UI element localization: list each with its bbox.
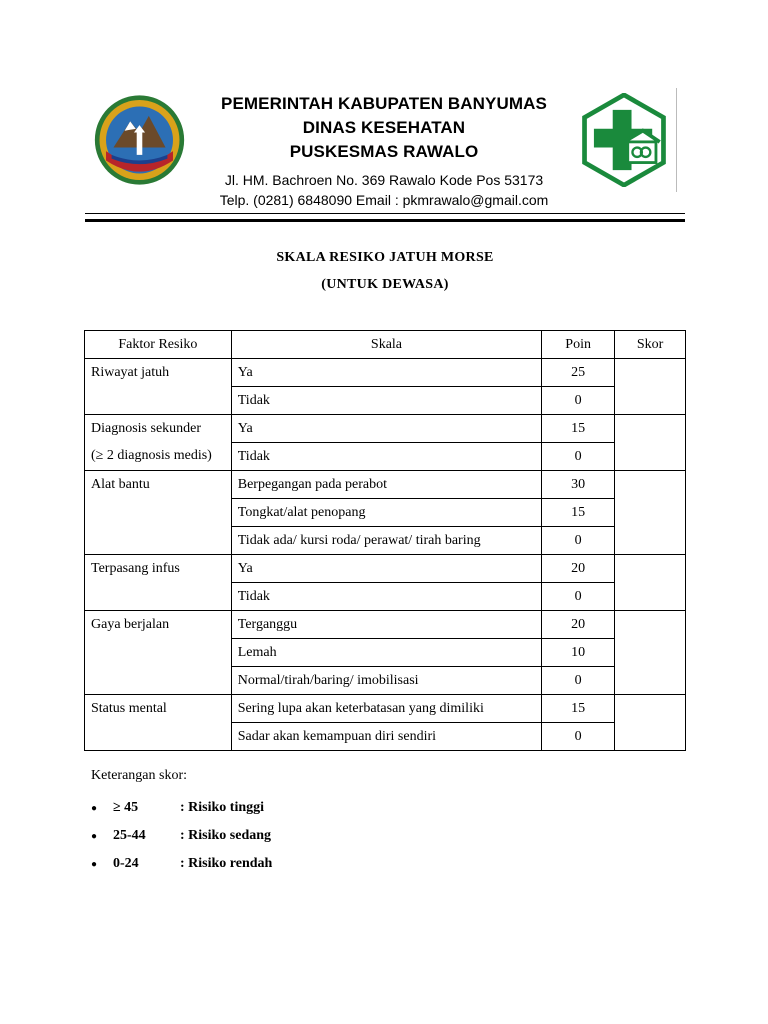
risk-factor-cell xyxy=(85,471,232,555)
scale-cell: Lemah xyxy=(231,639,541,667)
score-cell[interactable] xyxy=(615,415,686,471)
score-cell[interactable] xyxy=(615,555,686,611)
puskesmas-logo xyxy=(577,93,671,187)
letterhead-government: PEMERINTAH KABUPATEN BANYUMAS xyxy=(221,94,547,113)
risk-factor-label: Diagnosis sekunder xyxy=(91,421,202,436)
legend-item xyxy=(91,850,272,878)
bullet-icon: ● xyxy=(91,858,98,870)
scale-cell: Tidak xyxy=(231,583,541,611)
table-row xyxy=(85,695,686,723)
risk-factor-cell xyxy=(85,555,232,611)
risk-factor-label: (≥ 2 diagnosis medis) xyxy=(91,448,212,463)
scale-cell: Ya xyxy=(231,359,541,387)
scale-cell: Berpegangan pada perabot xyxy=(231,471,541,499)
scale-cell: Normal/tirah/baring/ imobilisasi xyxy=(231,667,541,695)
bullet-icon: ● xyxy=(91,830,98,842)
scale-cell: Terganggu xyxy=(231,611,541,639)
table-body xyxy=(85,359,686,751)
points-cell: 0 xyxy=(542,723,615,751)
risk-factor-cell xyxy=(85,415,232,471)
score-notes xyxy=(91,768,272,878)
scale-cell: Tidak xyxy=(231,387,541,415)
scale-cell: Ya xyxy=(231,415,541,443)
scale-cell: Tongkat/alat penopang xyxy=(231,499,541,527)
risk-factor-label: Riwayat jatuh xyxy=(91,365,170,380)
risk-factor-cell xyxy=(85,359,232,415)
table-row xyxy=(85,415,686,443)
score-legend xyxy=(91,794,272,878)
scale-cell: Tidak ada/ kursi roda/ perawat/ tirah baring xyxy=(231,527,541,555)
table-row xyxy=(85,471,686,499)
header-divider xyxy=(676,88,677,192)
points-cell: 30 xyxy=(542,471,615,499)
table-row xyxy=(85,555,686,583)
scale-cell: Tidak xyxy=(231,443,541,471)
score-cell[interactable] xyxy=(615,611,686,695)
risk-factor-cell xyxy=(85,695,232,751)
points-cell: 25 xyxy=(542,359,615,387)
legend-label: : Risiko rendah xyxy=(180,856,273,871)
points-cell: 0 xyxy=(542,667,615,695)
legend-range: ≥ 45 xyxy=(113,800,139,815)
morse-scale-table xyxy=(84,330,686,751)
points-cell: 0 xyxy=(542,583,615,611)
score-cell[interactable] xyxy=(615,695,686,751)
score-cell[interactable] xyxy=(615,359,686,415)
notes-title: Keterangan skor: xyxy=(91,768,188,783)
table-header-row xyxy=(85,331,686,359)
points-cell: 15 xyxy=(542,499,615,527)
letterhead xyxy=(200,92,568,210)
header-factor: Faktor Resiko xyxy=(85,331,232,359)
points-cell: 0 xyxy=(542,527,615,555)
document-subtitle: (UNTUK DEWASA) xyxy=(321,277,449,292)
legend-range: 0-24 xyxy=(113,856,139,871)
header-points: Poin xyxy=(542,331,615,359)
scale-cell: Sadar akan kemampuan diri sendiri xyxy=(231,723,541,751)
bullet-icon: ● xyxy=(91,802,98,814)
risk-factor-label: Terpasang infus xyxy=(91,561,180,576)
points-cell: 20 xyxy=(542,555,615,583)
points-cell: 20 xyxy=(542,611,615,639)
legend-item xyxy=(91,794,272,822)
legend-label: : Risiko sedang xyxy=(180,828,272,843)
scale-cell: Sering lupa akan keterbatasan yang dimiliki xyxy=(231,695,541,723)
legend-label: : Risiko tinggi xyxy=(180,800,265,815)
header-score: Skor xyxy=(615,331,686,359)
points-cell: 0 xyxy=(542,387,615,415)
header-scale: Skala xyxy=(231,331,541,359)
risk-factor-cell xyxy=(85,611,232,695)
table-row xyxy=(85,359,686,387)
legend-range: 25-44 xyxy=(113,828,146,843)
points-cell: 15 xyxy=(542,695,615,723)
header-rule-thick xyxy=(85,219,685,222)
risk-factor-label: Gaya berjalan xyxy=(91,617,170,632)
letterhead-address: Jl. HM. Bachroen No. 369 Rawalo Kode Pos 53173 xyxy=(224,172,544,188)
header-rule-thin xyxy=(85,213,685,214)
banyumas-crest-logo xyxy=(93,93,186,187)
risk-factor-label: Status mental xyxy=(91,701,167,716)
letterhead-puskesmas: PUSKESMAS RAWALO xyxy=(289,142,479,161)
points-cell: 10 xyxy=(542,639,615,667)
risk-factor-label: Alat bantu xyxy=(91,477,150,492)
legend-item xyxy=(91,822,272,850)
points-cell: 0 xyxy=(542,443,615,471)
table-row xyxy=(85,611,686,639)
scale-cell: Ya xyxy=(231,555,541,583)
points-cell: 15 xyxy=(542,415,615,443)
document-title: SKALA RESIKO JATUH MORSE xyxy=(276,250,494,265)
letterhead-contact: Telp. (0281) 6848090 Email : pkmrawalo@gmail.com xyxy=(219,192,549,208)
score-cell[interactable] xyxy=(615,471,686,555)
letterhead-department: DINAS KESEHATAN xyxy=(302,118,466,137)
